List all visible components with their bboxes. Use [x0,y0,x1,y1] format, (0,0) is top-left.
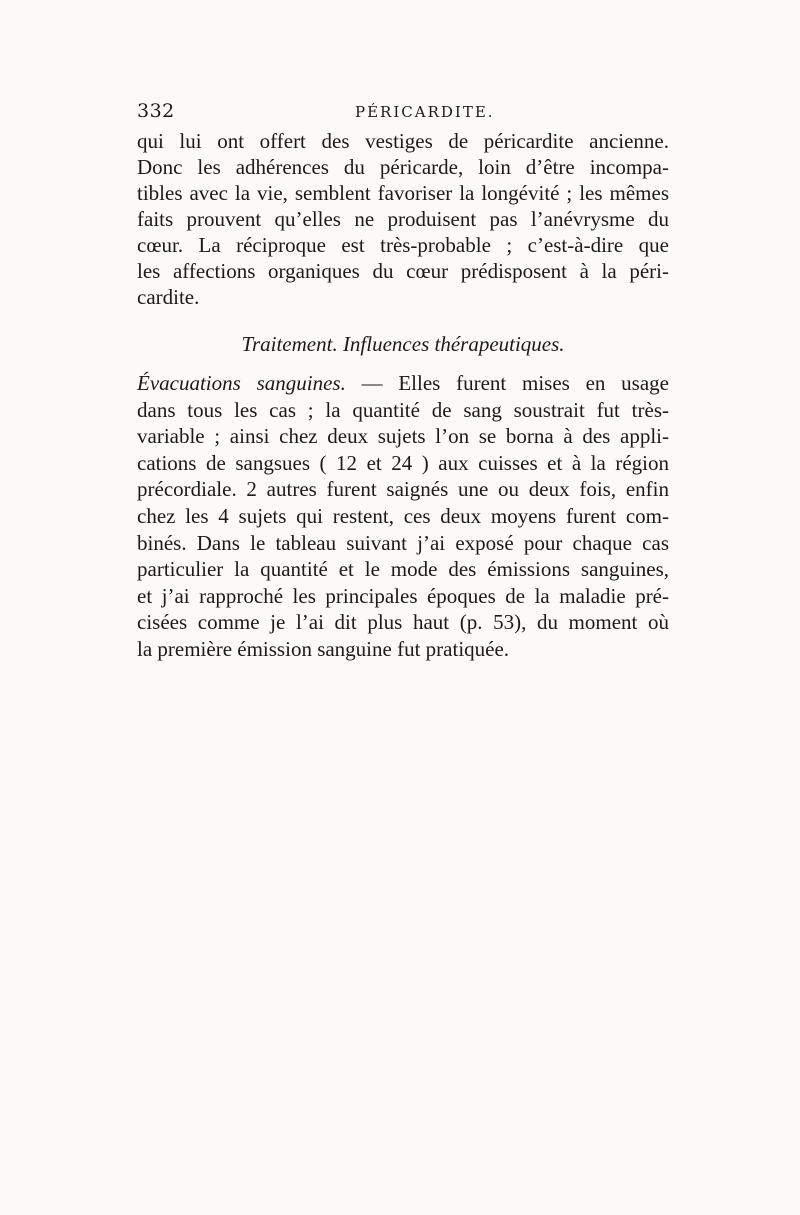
text-line: dans tous les cas ; la quantité de sang soustrait fut très- [137,397,669,422]
text-line: cœur. La réciproque est très-probable ; c’est-à-dire que [137,233,669,257]
text-line: précordiale. 2 autres furent saignés une ou deux fois, enfin [137,477,669,502]
running-head [137,100,667,124]
text-line: particulier la quantité et le mode des émissions sanguines, [137,557,669,582]
paragraph-evacuations [137,370,669,663]
text-line: Donc les adhérences du péricarde, loin d’être incompa- [137,155,669,179]
text-line: la première émission sanguine fut pratiquée. [137,636,510,661]
paragraph [137,128,669,310]
section-heading: Traitement. Influences thérapeutiques. [241,332,565,356]
text-line-first [137,370,669,397]
page-number: 332 [137,100,175,122]
text-line: cations de sangsues ( 12 et 24 ) aux cuisses et à la région [137,450,669,475]
lead-italic: Évacuations sanguines. [137,371,346,395]
running-title: PÉRICARDITE. [355,103,495,121]
text-line-rest: — Elles furent mises en usage [345,371,669,395]
paragraph-continuation [137,128,669,310]
text-line: faits prouvent qu’elles ne produisent pas l’anévrysme du [137,207,669,231]
text-line: et j’ai rapproché les principales époques de la maladie pré- [137,583,669,608]
text-line: chez les 4 sujets qui restent, ces deux moyens furent com- [137,503,669,528]
text-line: qui lui ont offert des vestiges de péricardite ancienne. [137,129,669,153]
text-line: les affections organiques du cœur prédisposent à la péri- [137,259,669,283]
text-line: cardite. [137,285,200,309]
text-line: cisées comme je l’ai dit plus haut (p. 53), du moment où [137,610,669,635]
text-line: variable ; ainsi chez deux sujets l’on se borna à des appli- [137,424,669,449]
text-line: tibles avec la vie, semblent favoriser la longévité ; les mêmes [137,181,669,205]
text-line: binés. Dans le tableau suivant j’ai exposé pour chaque cas [137,530,669,555]
